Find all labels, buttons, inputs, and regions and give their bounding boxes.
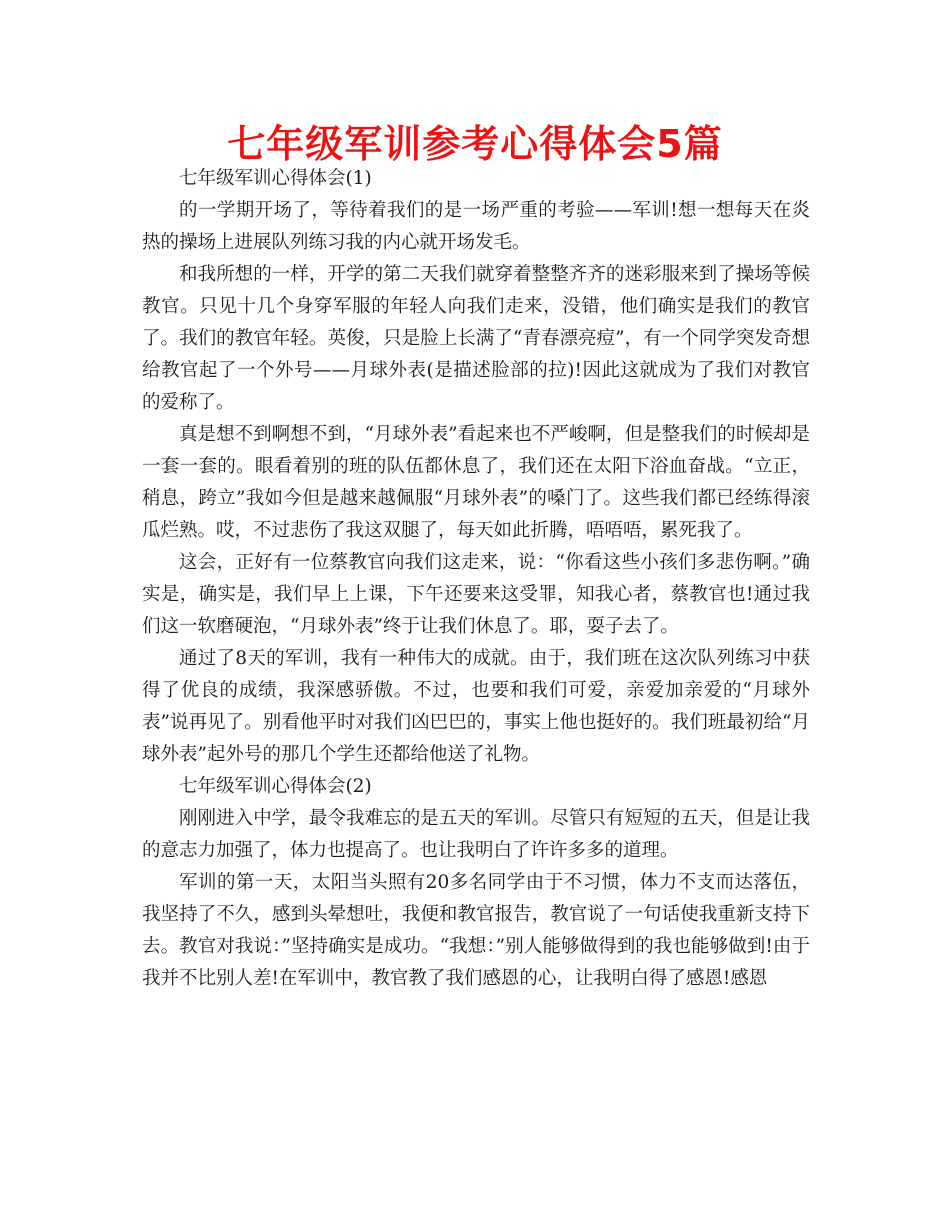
paragraph: 的一学期开场了，等待着我们的是一场严重的考验——军训!想一想每天在炎热的操场上进展队列练习我的内心就开场发毛。 <box>142 200 810 253</box>
paragraph: 这会，正好有一位蔡教官向我们这走来，说：“你看这些小孩们多悲伤啊。”确实是，确实是，我们早上上课，下午还要来这受罪，知我心者，蔡教官也!通过我们这一软磨硬泡，“月球外表”终于让我们休息了。耶，耍子去了。 <box>142 552 810 637</box>
paragraph: 通过了8天的军训，我有一种伟大的成就。由于，我们班在这次队列练习中获得了优良的成绩，我深感骄傲。不过，也要和我们可爱，亲爱加亲爱的“月球外表”说再见了。别看他平时对我们凶巴巴的，事实上他也挺好的。我们班最初给“月球外表”起外号的那几个学生还都给他送了礼物。 <box>142 648 810 765</box>
paragraph: 和我所想的一样，开学的第二天我们就穿着整整齐齐的迷彩服来到了操场等候教官。只见十几个身穿军服的年轻人向我们走来，没错，他们确实是我们的教官了。我们的教官年轻。英俊，只是脸上长满了“青春漂亮痘”，有一个同学突发奇想给教官起了一个外号——月球外表(是描述脸部的拉)!因此这就成为了我们对教官的爱称了。 <box>142 264 810 413</box>
paragraph: 真是想不到啊想不到，“月球外表”看起来也不严峻啊，但是整我们的时候却是一套一套的。眼看着别的班的队伍都休息了，我们还在太阳下浴血奋战。“立正，稍息，跨立”我如今但是越来越佩服“月球外表”的嗓门了。这些我们都已经练得滚瓜烂熟。哎，不过悲伤了我这双腿了，每天如此折腾，唔唔唔，累死我了。 <box>142 424 810 541</box>
document-body <box>142 163 810 995</box>
section-heading-2: 七年级军训心得体会(2) <box>179 776 372 797</box>
paragraph: 军训的第一天，太阳当头照有20多名同学由于不习惯，体力不支而达落伍，我坚持了不久，感到头晕想吐，我便和教官报告，教官说了一句话使我重新支持下去。教官对我说：”坚持确实是成功。“我想：”别人能够做得到的我也能够做到!由于我并不比别人差!在军训中，教官教了我们感恩的心，让我明白得了感恩!感恩 <box>142 872 810 989</box>
document-title: 七年级军训参考心得体会5篇 <box>227 122 723 166</box>
paragraph: 刚刚进入中学，最令我难忘的是五天的军训。尽管只有短短的五天，但是让我的意志力加强了，体力也提高了。也让我明白了许许多多的道理。 <box>142 808 810 861</box>
section-heading-1: 七年级军训心得体会(1) <box>179 168 372 189</box>
